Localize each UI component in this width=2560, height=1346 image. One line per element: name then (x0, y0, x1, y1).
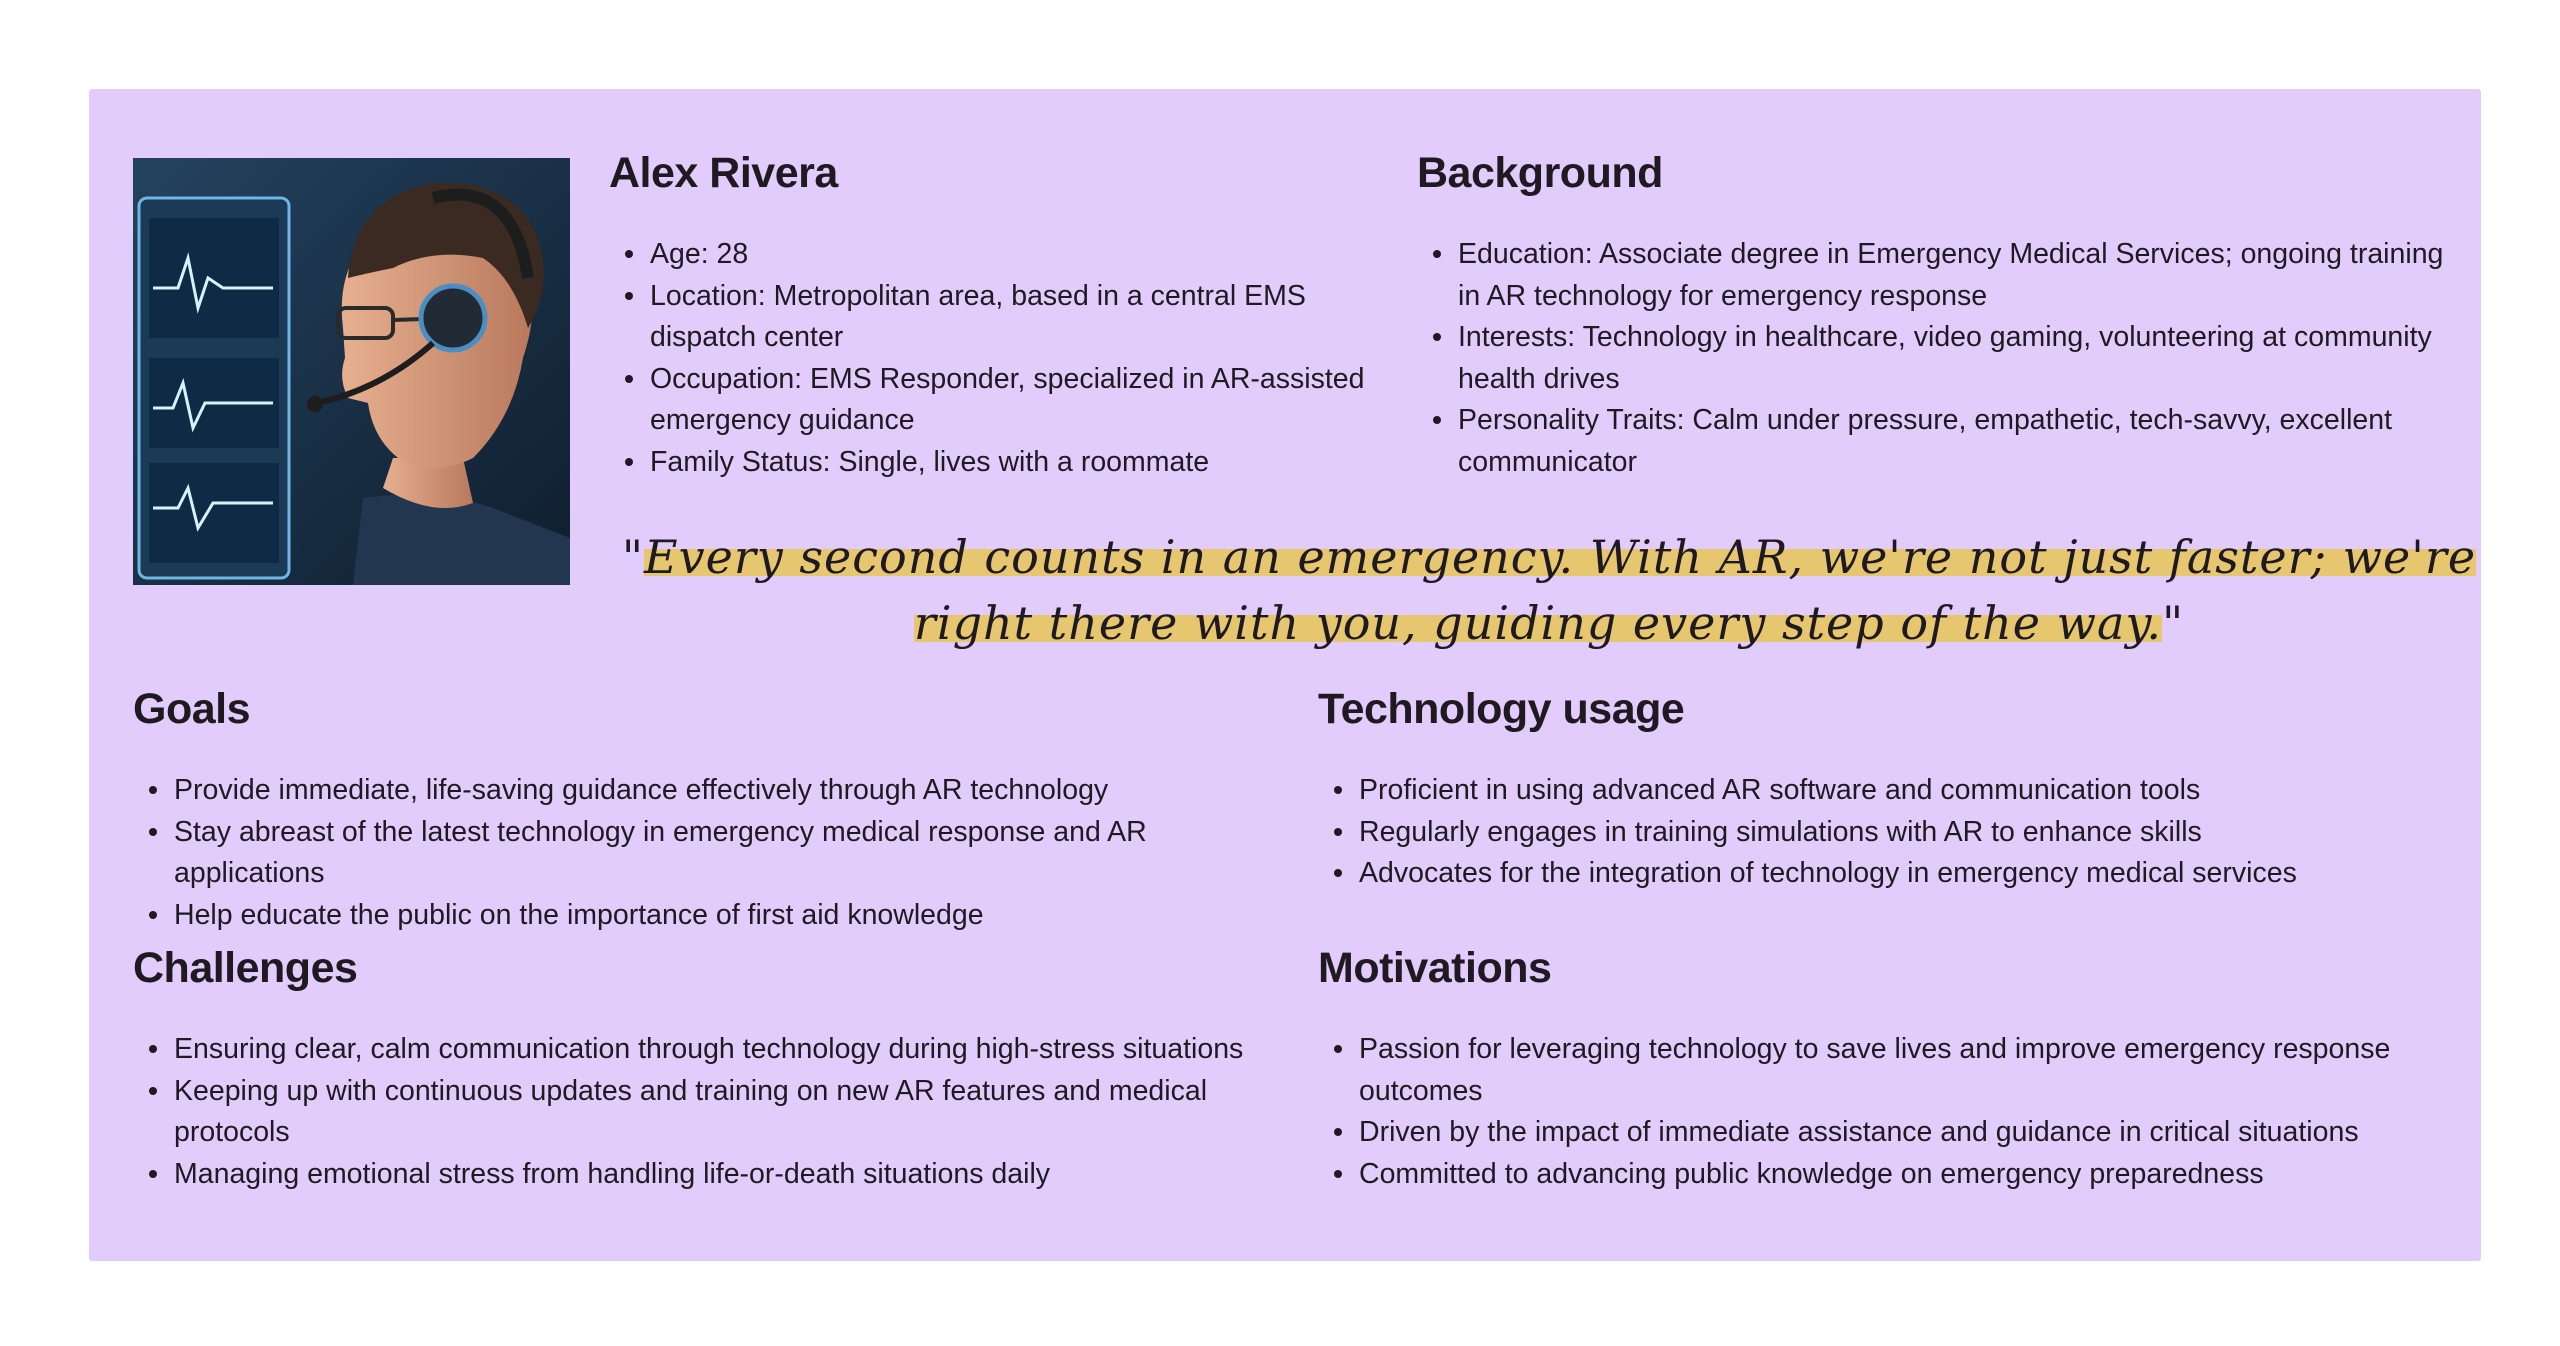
technology-item: Regularly engages in training simulations with AR to enhance skills (1318, 812, 2458, 854)
goal-item: Provide immediate, life-saving guidance effectively through AR technology (133, 770, 1293, 812)
challenge-item: Ensuring clear, calm communication through technology during high-stress situations (133, 1029, 1293, 1071)
technology-item: Proficient in using advanced AR software and communication tools (1318, 770, 2458, 812)
motivations-section (1318, 944, 2458, 1195)
technology-item: Advocates for the integration of technology in emergency medical services (1318, 853, 2458, 895)
motivation-item: Driven by the impact of immediate assistance and guidance in critical situations (1318, 1112, 2458, 1154)
technology-title: Technology usage (1318, 685, 1685, 733)
motivation-item: Committed to advancing public knowledge on emergency preparedness (1318, 1154, 2458, 1196)
motivations-list (1318, 1029, 2458, 1195)
background-list (1417, 234, 2457, 483)
goal-item: Help educate the public on the importance of first aid knowledge (133, 895, 1293, 937)
persona-details-list (609, 234, 1409, 483)
background-item-education: Education: Associate degree in Emergency Medical Services; ongoing training in AR technology for emergency response (1417, 234, 2457, 317)
motivations-title: Motivations (1318, 944, 1552, 992)
persona-details-section (609, 149, 1409, 483)
persona-detail-location: Location: Metropolitan area, based in a central EMS dispatch center (609, 276, 1409, 359)
goals-title: Goals (133, 685, 250, 733)
persona-card (89, 89, 2481, 1261)
technology-list (1318, 770, 2458, 895)
background-section (1417, 149, 2457, 483)
persona-detail-occupation: Occupation: EMS Responder, specialized in AR-assisted emergency guidance (609, 359, 1409, 442)
persona-avatar (133, 158, 570, 585)
persona-quote (609, 524, 2489, 656)
quote-open-mark: " (621, 530, 645, 584)
goals-list (133, 770, 1293, 936)
persona-detail-age: Age: 28 (609, 234, 1409, 276)
goals-section (133, 685, 1293, 936)
challenge-item: Managing emotional stress from handling life-or-death situations daily (133, 1154, 1293, 1196)
challenges-title: Challenges (133, 944, 358, 992)
challenge-item: Keeping up with continuous updates and training on new AR features and medical protocols (133, 1071, 1293, 1154)
quote-text: Every second counts in an emergency. With AR, we're not just faster; we're right there with you, guiding every step of the way. (644, 530, 2477, 650)
motivation-item: Passion for leveraging technology to save lives and improve emergency response outcomes (1318, 1029, 2458, 1112)
background-item-interests: Interests: Technology in healthcare, video gaming, volunteering at community health drives (1417, 317, 2457, 400)
ems-responder-portrait-icon (133, 158, 570, 585)
challenges-section (133, 944, 1293, 1195)
quote-close-mark: " (2161, 596, 2185, 650)
persona-name: Alex Rivera (609, 149, 838, 197)
background-item-personality: Personality Traits: Calm under pressure, empathetic, tech-savvy, excellent communicator (1417, 400, 2457, 483)
technology-section (1318, 685, 2458, 895)
persona-detail-family: Family Status: Single, lives with a roommate (609, 442, 1409, 484)
challenges-list (133, 1029, 1293, 1195)
goal-item: Stay abreast of the latest technology in emergency medical response and AR applications (133, 812, 1293, 895)
background-title: Background (1417, 149, 1663, 197)
